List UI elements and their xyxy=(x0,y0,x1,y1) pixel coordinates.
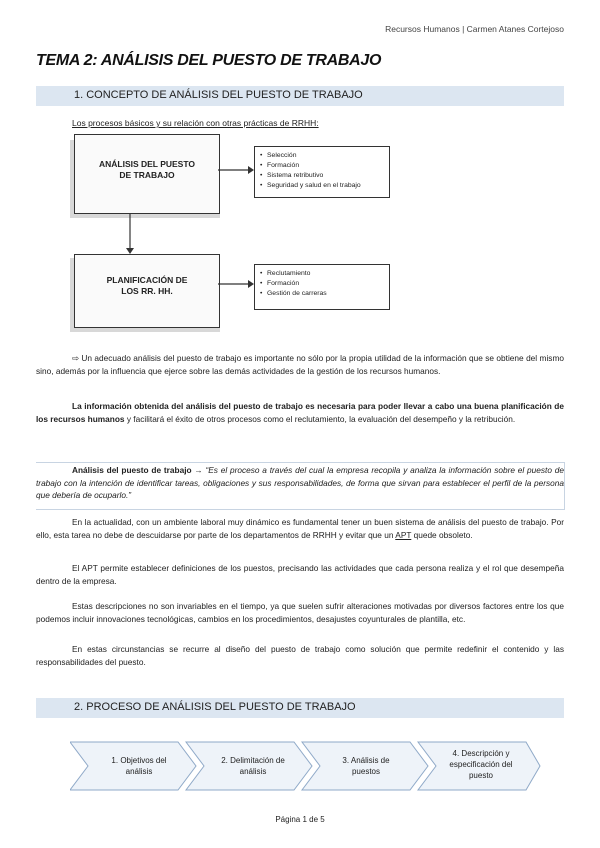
paragraph-5: Estas descripciones no son invariables en el tiempo, ya que suelen sufrir alteraciones motivadas por diversos factores entre los que podemos incluir innovaciones tecnológicas, cambios en los procedimientos, desajustes coyunturales de plantilla, etc. xyxy=(36,601,564,624)
paragraph-4: El APT permite establecer definiciones de los puestos, precisando las actividades que cada persona realiza y el rol que desempeña dentro de la empresa. xyxy=(36,563,564,586)
definition-label: Análisis del puesto de trabajo → xyxy=(72,465,206,475)
paragraph-3-a: En la actualidad, con un ambiente laboral muy dinámico es fundamental tener un buen sistema de análisis del puesto de trabajo. Por ello, esta tarea no debe de descuidarse por parte de los departamentos de RRHH y evitar que un xyxy=(36,517,564,540)
paragraph-1: ⇨ Un adecuado análisis del puesto de trabajo es importante no sólo por la propia utilidad de la información que se obtiene del mismo sino, además por la influencia que ejerce sobre las demás actividades de la gestión de los recursos humanos. xyxy=(36,353,564,376)
box-analisis xyxy=(74,134,220,214)
paragraph-2-bold: La información obtenida del análisis del puesto de trabajo es necesaria para poder llevar a cabo una buena planificación de los recursos humanos xyxy=(36,401,564,424)
box-analisis-list xyxy=(254,146,390,198)
section-heading-2 xyxy=(36,698,564,718)
arrow-right-icon xyxy=(218,164,254,176)
paragraph-3-b: quede obsoleto. xyxy=(411,529,473,540)
page-header: Recursos Humanos | Carmen Atanes Cortejoso xyxy=(385,24,564,34)
process-diagram xyxy=(70,134,388,332)
box-analisis-title: ANÁLISIS DEL PUESTO DE TRABAJO xyxy=(98,159,196,180)
section-heading-2-text: 2. PROCESO DE ANÁLISIS DEL PUESTO DE TRABAJO xyxy=(74,701,356,713)
page-footer: Página 1 de 5 xyxy=(275,815,325,824)
diagram-subtitle: Los procesos básicos y su relación con otras prácticas de RRHH: xyxy=(72,118,319,128)
step-1-label: 1. Objetivos del análisis xyxy=(111,756,167,776)
analisis-item: • Selección xyxy=(267,151,389,161)
step-4-label: 4. Descripción y especificación del puesto xyxy=(449,749,513,780)
step-3-label: 3. Análisis de puestos xyxy=(342,756,390,776)
box-planificacion-title: PLANIFICACIÓN DE LOS RR. HH. xyxy=(106,275,188,296)
paragraph-2 xyxy=(36,400,564,425)
planificacion-items xyxy=(255,269,389,299)
paragraph-2-rest: y facilitará el éxito de otros procesos como el reclutamiento, la evaluación del desempeño y la retribución. xyxy=(124,413,516,424)
apt-term: APT xyxy=(395,529,412,540)
definition-quote: “Es el proceso a través del cual la empresa recopila y analiza la información sobre el puesto de trabajo con la intención de identificar tareas, obligaciones y sus responsabilidades, de forma que sirvan para establecer el perfil de la persona que debería de ocuparlo.” xyxy=(36,465,564,500)
analisis-items xyxy=(255,151,389,191)
planificacion-item: • Formación xyxy=(267,279,389,289)
step-2-label: 2. Delimitación de análisis xyxy=(221,756,285,776)
definition-text xyxy=(36,464,564,502)
analisis-item: • Formación xyxy=(267,161,389,171)
planificacion-item: • Reclutamiento xyxy=(267,269,389,279)
paragraph-3 xyxy=(36,516,564,541)
planificacion-item: • Gestión de carreras xyxy=(267,289,389,299)
paragraph-6: En estas circunstancias se recurre al diseño del puesto de trabajo como solución que permite redefinir el contenido y las responsabilidades del puesto. xyxy=(36,644,564,667)
arrow-down-icon xyxy=(124,214,136,254)
arrow-right-icon xyxy=(218,278,254,290)
page-title: TEMA 2: ANÁLISIS DEL PUESTO DE TRABAJO xyxy=(36,52,382,69)
section-heading-1-text: 1. CONCEPTO DE ANÁLISIS DEL PUESTO DE TRABAJO xyxy=(74,89,363,101)
section-heading-1 xyxy=(36,86,564,106)
analisis-item: • Sistema retributivo xyxy=(267,171,389,181)
analisis-item: • Seguridad y salud en el trabajo xyxy=(267,181,389,191)
box-planificacion-list xyxy=(254,264,390,310)
box-planificacion xyxy=(74,254,220,328)
